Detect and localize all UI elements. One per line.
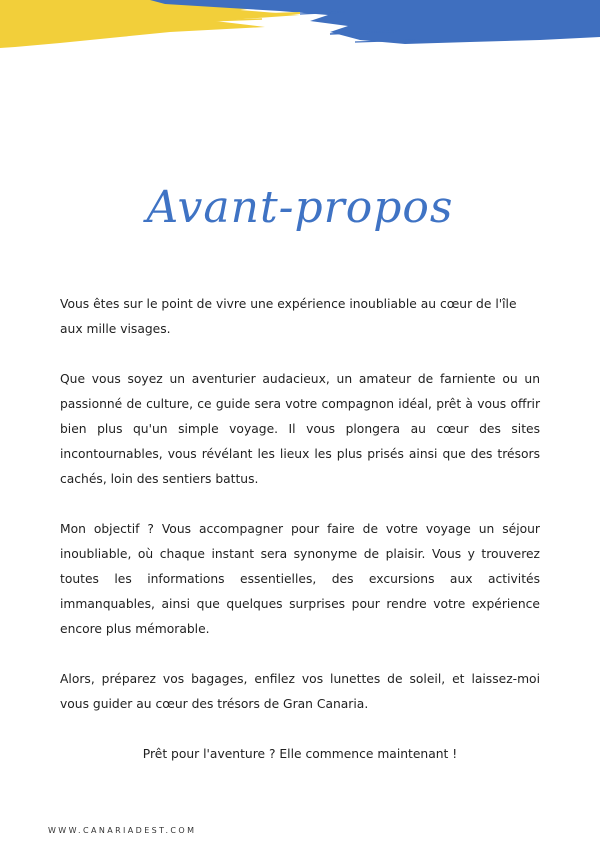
paragraph: Vous êtes sur le point de vivre une expérience inoubliable au cœur de l'île aux mille visages.	[60, 297, 517, 336]
closing-line: Prêt pour l'aventure ? Elle commence maintenant !	[142, 747, 458, 761]
paragraph: Alors, préparez vos bagages, enfilez vos lunettes de soleil, et laissez-moi vous guider au cœur des trésors de Gran Canaria.	[60, 672, 540, 711]
paragraph: Mon objectif ? Vous accompagner pour faire de votre voyage un séjour inoubliable, où chaque instant sera synonyme de plaisir. Vous y trouverez toutes les informations essentielles, des excursions aux activités immanquables, ainsi que quelques surprises pour rendre votre expérience encore plus mémorable.	[60, 522, 540, 636]
paragraph: Que vous soyez un aventurier audacieux, un amateur de farniente ou un passionné de culture, ce guide sera votre compagnon idéal, prêt à vous offrir bien plus qu'un simple voyage. Il vous plongera au cœur des sites incontournables, vous révélant les lieux les plus prisés ainsi que des trésors cachés, loin des sentiers battus.	[60, 372, 540, 486]
page-title: Avant-propos	[146, 182, 454, 233]
body-text	[60, 292, 540, 792]
website-footer: WWW.CANARIADEST.COM	[48, 826, 197, 835]
brush-stroke-header	[0, 0, 600, 60]
